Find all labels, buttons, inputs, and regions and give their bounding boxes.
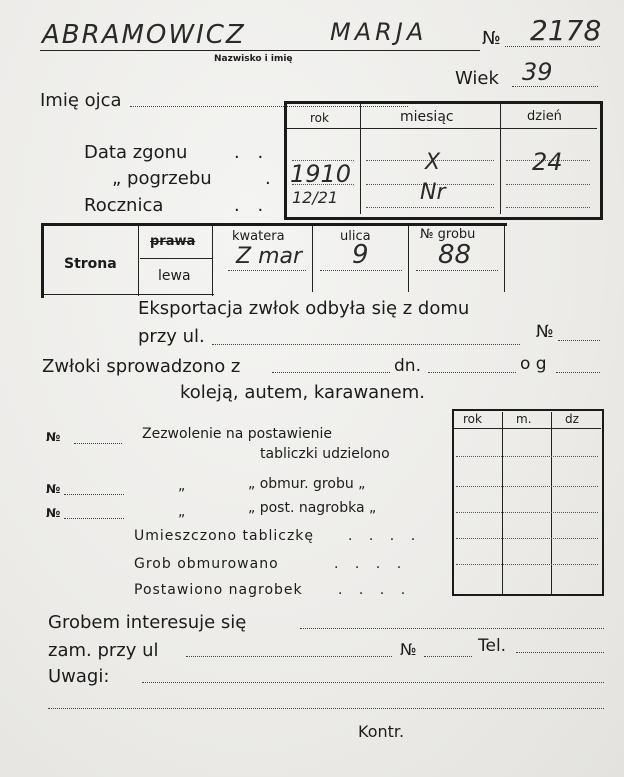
number-line xyxy=(505,46,600,47)
street-value: 9 xyxy=(352,240,369,270)
name-caption: Nazwisko i imię xyxy=(214,54,293,64)
og-label: o g xyxy=(520,354,547,374)
dates-col-year: rok xyxy=(310,111,329,125)
export-line: Eksportacja zwłok odbyła się z domu xyxy=(138,298,470,319)
street-no-label: № xyxy=(536,322,554,342)
brought-from-label: Zwłoki sprowadzono z xyxy=(42,356,241,377)
tel-label: Tel. xyxy=(478,636,507,656)
row-death-label: Data zgonu xyxy=(84,142,188,163)
father-label: Imię ojca xyxy=(40,90,122,111)
permit3-text: „ post. nagrobka „ xyxy=(248,500,377,516)
interest-label: Grobem interesuje się xyxy=(48,612,247,633)
number-label: № xyxy=(482,28,501,49)
burial-record-card: ABRAMOWICZ MARJA № 2178 Nazwisko i imię Wiek 39 Imię ojca rok miesiąc dzień Data zgonu . . „ pogrzebu . Rocznica . . 1910 12/21 X Nr 24 Strona prawa lewa kwatera ulica № grobu Z mar 9 88 Eksportacja zwłok odbyła się z domu przy ul. № Zwłoki sprowadzono z dn. o g koleją, autem, karawanem. rok m. dz № Zezwolenie na postawienie tabliczki udzielono № „ „ obmur. grobu „ № „ „ post. nagrobka „ Umieszczono tabliczkę . . . . Grob obmurowano . . . . Postawiono nagrobek . . . . Grobem interesuje się zam. przy ul № Tel. Uwagi: Kontr. xyxy=(0,0,624,777)
transport-modes: koleją, autem, karawanem. xyxy=(180,382,425,403)
permit1-number-sign: № xyxy=(46,430,61,444)
notes-label: Uwagi: xyxy=(48,666,110,687)
dates-divider-1 xyxy=(360,104,361,214)
surname-value: ABRAMOWICZ xyxy=(42,20,246,50)
death-day-value: 24 xyxy=(532,148,563,176)
age-line xyxy=(512,86,598,87)
age-label: Wiek xyxy=(455,68,499,89)
anniversary-month-value: Nr xyxy=(420,180,446,205)
address-no-label: № xyxy=(400,640,417,659)
permits-col-year: rok xyxy=(463,412,482,426)
address-label: zam. przy ul xyxy=(48,640,159,661)
permit1-text-b: tabliczki udzielono xyxy=(260,446,390,462)
permit2-text: „ obmur. grobu „ xyxy=(248,476,366,492)
permits-col-day: dz xyxy=(565,412,579,426)
option-left: lewa xyxy=(158,268,191,284)
dates-col-month: miesiąc xyxy=(400,109,454,125)
name-line xyxy=(40,50,480,51)
age-value: 39 xyxy=(522,58,553,86)
control-label: Kontr. xyxy=(358,722,405,741)
dates-header-line xyxy=(287,128,597,129)
side-label: Strona xyxy=(64,256,117,272)
row-death-dots: . . xyxy=(234,142,270,163)
done1-label: Umieszczono tabliczkę xyxy=(134,528,315,544)
permit2-ditto: „ xyxy=(178,478,186,494)
permit2-number-sign: № xyxy=(46,482,61,496)
dates-divider-2 xyxy=(500,104,501,214)
done2-label: Grob obmurowano xyxy=(134,556,279,572)
done3-label: Postawiono nagrobek xyxy=(134,582,303,598)
permits-date-box xyxy=(452,409,604,596)
death-month-value: X xyxy=(425,150,441,175)
permit3-number-sign: № xyxy=(46,506,61,520)
col-quarter: kwatera xyxy=(232,229,285,244)
grave-value: 88 xyxy=(438,240,472,270)
street-label: przy ul. xyxy=(138,326,205,347)
col-street: ulica xyxy=(340,229,371,244)
option-right: prawa xyxy=(150,234,196,249)
number-value: 2178 xyxy=(530,14,602,47)
quarter-value: Z mar xyxy=(236,244,303,269)
row-burial-label: „ pogrzebu xyxy=(112,168,212,189)
row-anniversary-label: Rocznica xyxy=(84,195,164,216)
permits-col-month: m. xyxy=(516,412,532,426)
death-year-value: 1910 xyxy=(290,160,352,188)
row-anniversary-dots: . . xyxy=(234,195,270,216)
anniversary-year-value: 12/21 xyxy=(292,188,339,207)
dn-label: dn. xyxy=(394,356,421,376)
dates-col-day: dzień xyxy=(527,109,562,124)
col-grave: № grobu xyxy=(420,227,476,242)
permit3-ditto: „ xyxy=(178,504,186,520)
firstname-value: MARJA xyxy=(330,18,428,46)
permit1-text-a: Zezwolenie na postawienie xyxy=(142,426,332,442)
